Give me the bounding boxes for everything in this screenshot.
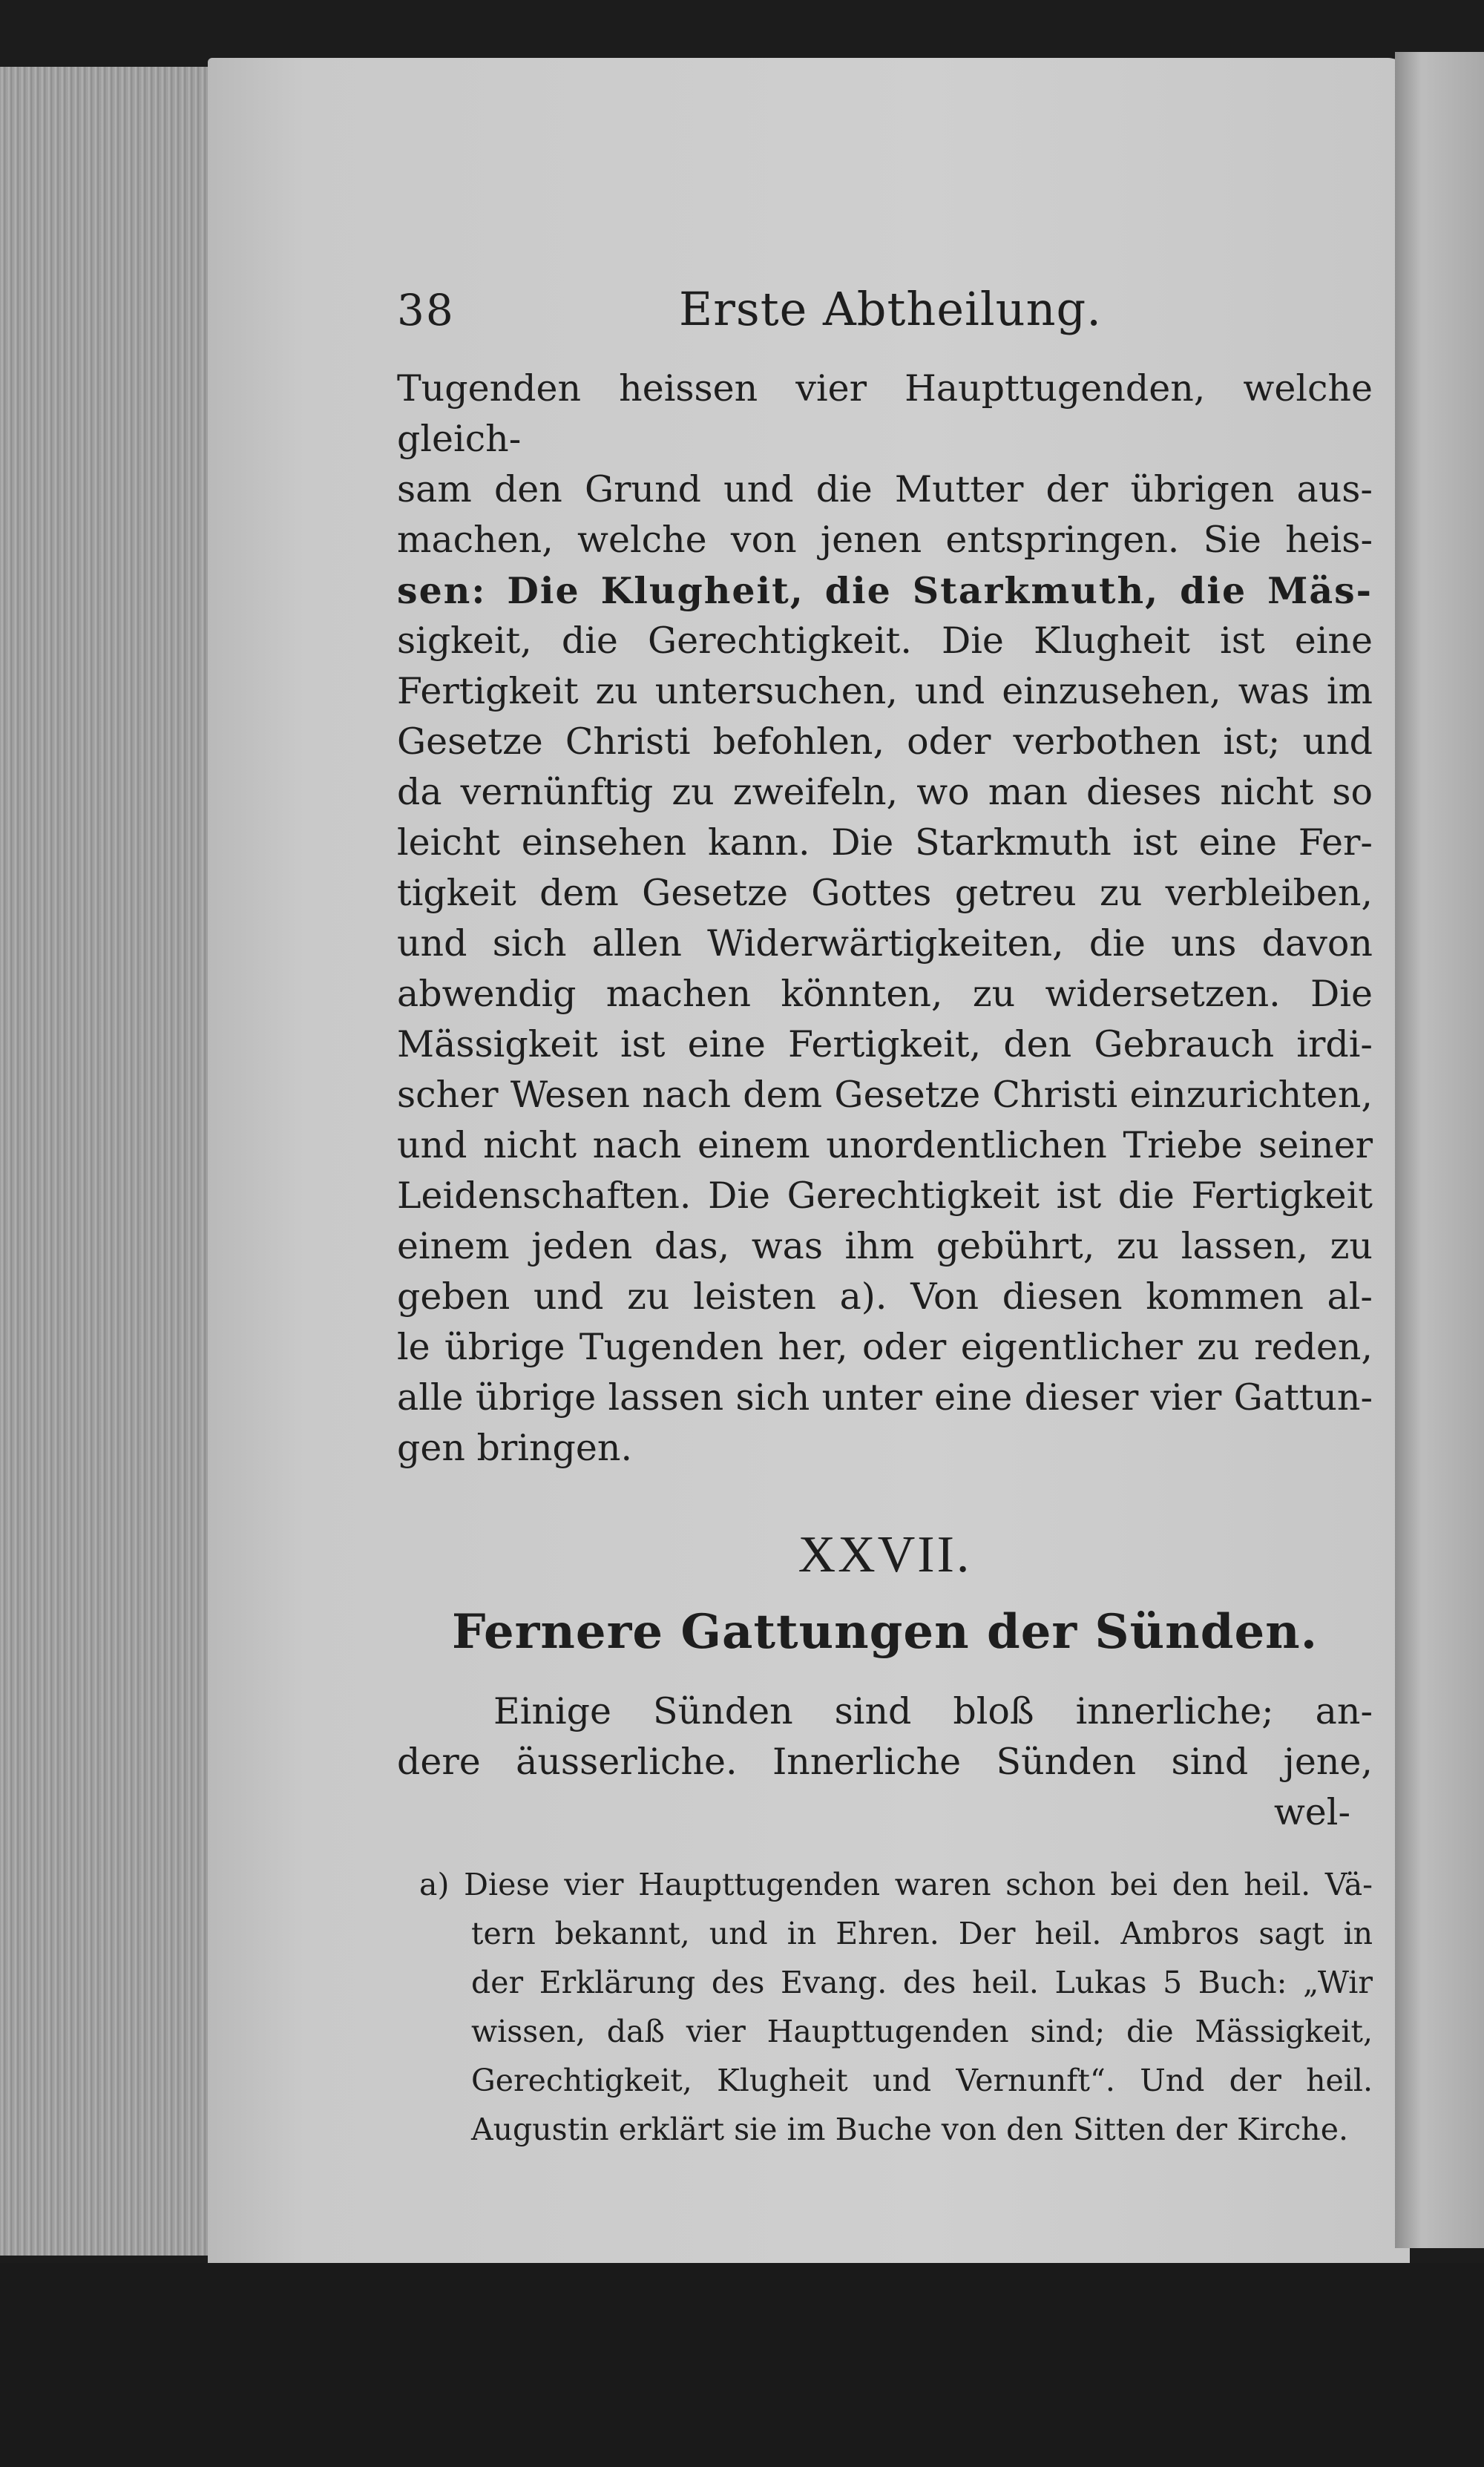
- text-line: Einige Sünden sind bloß innerliche; an-: [493, 1690, 1373, 1732]
- running-title: Erste Abtheilung.: [679, 282, 1102, 336]
- bottom-shadow: [0, 2263, 1484, 2467]
- footnote: [419, 1860, 1373, 2154]
- text-line: geben und zu leisten a). Von diesen kommen al-: [397, 1275, 1373, 1318]
- catchword: wel-: [1273, 1791, 1350, 1833]
- running-head: [397, 282, 1373, 349]
- text-line: Fertigkeit zu untersuchen, und einzusehen, was im: [397, 670, 1373, 712]
- text-line: alle übrige lassen sich unter eine dieser vier Gattun-: [397, 1376, 1373, 1419]
- footnote-line: Gerechtigkeit, Klugheit und Vernunft“. Und der heil.: [471, 2063, 1373, 2098]
- text-line: dere äusserliche. Innerliche Sünden sind jene,: [397, 1741, 1373, 1783]
- text-line: leicht einsehen kann. Die Starkmuth ist eine Fer-: [397, 821, 1373, 864]
- text-line: scher Wesen nach dem Gesetze Christi einzurichten,: [397, 1074, 1373, 1116]
- page-number: 38: [397, 285, 455, 335]
- text-line: Mässigkeit ist eine Fertigkeit, den Gebrauch irdi-: [397, 1023, 1373, 1065]
- text-line: gen bringen.: [397, 1427, 633, 1469]
- footnote-line: der Erklärung des Evang. des heil. Lukas 5 Buch: „Wir: [471, 1965, 1373, 2000]
- text-line: le übrige Tugenden her, oder eigentlicher zu reden,: [397, 1326, 1373, 1368]
- text-line: tigkeit dem Gesetze Gottes getreu zu verbleiben,: [397, 872, 1373, 914]
- section-number: XXVII.: [798, 1526, 972, 1583]
- text-line: sigkeit, die Gerechtigkeit. Die Klugheit ist eine: [397, 620, 1373, 662]
- text-line: da vernünftig zu zweifeln, wo man dieses nicht so: [397, 771, 1373, 813]
- footnote-line: wissen, daß vier Haupttugenden sind; die Mässigkeit,: [471, 2014, 1373, 2049]
- text-line: sen: Die Klugheit, die Starkmuth, die Mäs-: [397, 569, 1373, 612]
- footnote-line: tern bekannt, und in Ehren. Der heil. Ambros sagt in: [471, 1916, 1373, 1951]
- next-leaf: [1395, 52, 1484, 2248]
- page-edges: [0, 67, 217, 2256]
- text-line: abwendig machen könnten, zu widersetzen. Die: [397, 973, 1373, 1015]
- text-line: und nicht nach einem unordentlichen Triebe seiner: [397, 1124, 1373, 1166]
- text-line: Tugenden heissen vier Haupttugenden, welche gleich-: [397, 367, 1373, 460]
- section-title: Fernere Gattungen der Sünden.: [452, 1604, 1318, 1660]
- text-line: Leidenschaften. Die Gerechtigkeit ist die Fertigkeit: [397, 1175, 1373, 1217]
- text-line: und sich allen Widerwärtigkeiten, die uns davon: [397, 922, 1373, 965]
- text-line: machen, welche von jenen entspringen. Sie heis-: [397, 519, 1373, 561]
- text-line: sam den Grund und die Mutter der übrigen aus-: [397, 468, 1373, 510]
- paragraph-2: [397, 1686, 1373, 1787]
- paragraph-1: [397, 364, 1373, 1474]
- text-line: Gesetze Christi befohlen, oder verbothen ist; und: [397, 720, 1373, 763]
- text-line: einem jeden das, was ihm gebührt, zu lassen, zu: [397, 1225, 1373, 1267]
- page-content: [397, 282, 1373, 2154]
- footnote-line: a) Diese vier Haupttugenden waren schon bei den heil. Vä-: [419, 1867, 1373, 1902]
- footnote-line: Augustin erklärt sie im Buche von den Sitten der Kirche.: [471, 2112, 1349, 2147]
